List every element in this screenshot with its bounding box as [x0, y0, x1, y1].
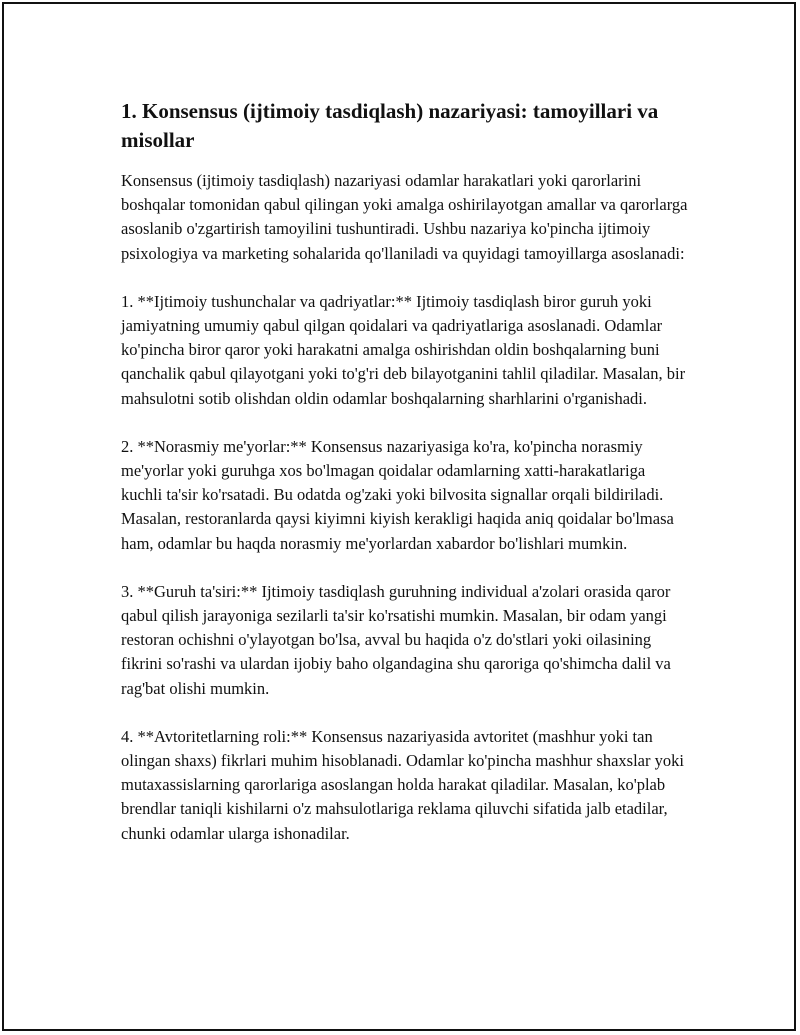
principle-3-paragraph: 3. **Guruh ta'siri:** Ijtimoiy tasdiqlash guruhning individual a'zolari orasida qaror qabul qilish jarayoniga sezilarli ta'sir ko'rsatishi mumkin. Masalan, bir odam yangi restoran ochishni o'ylayotgan bo'lsa, avval bu haqida o'z do'stlari yoki oilasining fikrini so'rashi va ulardan ijobiy baho olgandagina shu qaroriga qo'shimcha dalil va rag'bat olishi mumkin. [121, 581, 671, 698]
principle-1-paragraph: 1. **Ijtimoiy tushunchalar va qadriyatlar:** Ijtimoiy tasdiqlash biror guruh yoki jamiyatning umumiy qabul qilgan qoidalari va qadriyatlariga asoslanadi. Odamlar ko'pincha biror qaror yoki harakatni amalga oshirishdan oldin boshqalarning buni qanchalik qabul qilayotgani yoki to'g'ri deb bilayotganini tahlil qiladilar. Masalan, bir mahsulotni sotib olishdan oldin odamlar boshqalarning sharhlarini o'rganishadi. [121, 291, 686, 408]
principle-2-paragraph: 2. **Norasmiy me'yorlar:** Konsensus nazariyasiga ko'ra, ko'pincha norasmiy me'yorlar yoki guruhga xos bo'lmagan qoidalar odamlarning xatti-harakatlariga kuchli ta'sir ko'rsatadi. Bu odatda og'zaki yoki bilvosita signallar orqali bildiriladi. Masalan, restoranlarda qaysi kiyimni kiyish kerakligi haqida aniq qoidalar bo'lmasa ham, odamlar bu haqda norasmiy me'yorlardan xabardor bo'lishlari mumkin. [121, 436, 674, 553]
document-body [121, 97, 689, 870]
document-title: 1. Konsensus (ijtimoiy tasdiqlash) nazariyasi: tamoyillari va misollar [121, 99, 659, 152]
intro-paragraph: Konsensus (ijtimoiy tasdiqlash) nazariyasi odamlar harakatlari yoki qarorlarini boshqalar tomonidan qabul qilingan yoki amalga oshirilayotgan amallar va qarorlarga asoslanib o'zgartirish tamoyilini tushuntiradi. Ushbu nazariya ko'pincha ijtimoiy psixologiya va marketing sohalarida qo'llaniladi va quyidagi tamoyillarga asoslanadi: [121, 171, 688, 263]
principle-4-paragraph: 4. **Avtoritetlarning roli:** Konsensus nazariyasida avtoritet (mashhur yoki tan olingan shaxs) fikrlari muhim hisoblanadi. Odamlar ko'pincha mashhur shaxslar yoki mutaxassislarning qarorlariga asoslangan holda harakat qiladilar. Masalan, ko'plab brendlar taniqli kishilarni o'z mahsulotlariga reklama qiluvchi sifatida jalb etadilar, chunki odamlar ularga ishonadilar. [121, 726, 684, 843]
page-frame [2, 2, 796, 1031]
